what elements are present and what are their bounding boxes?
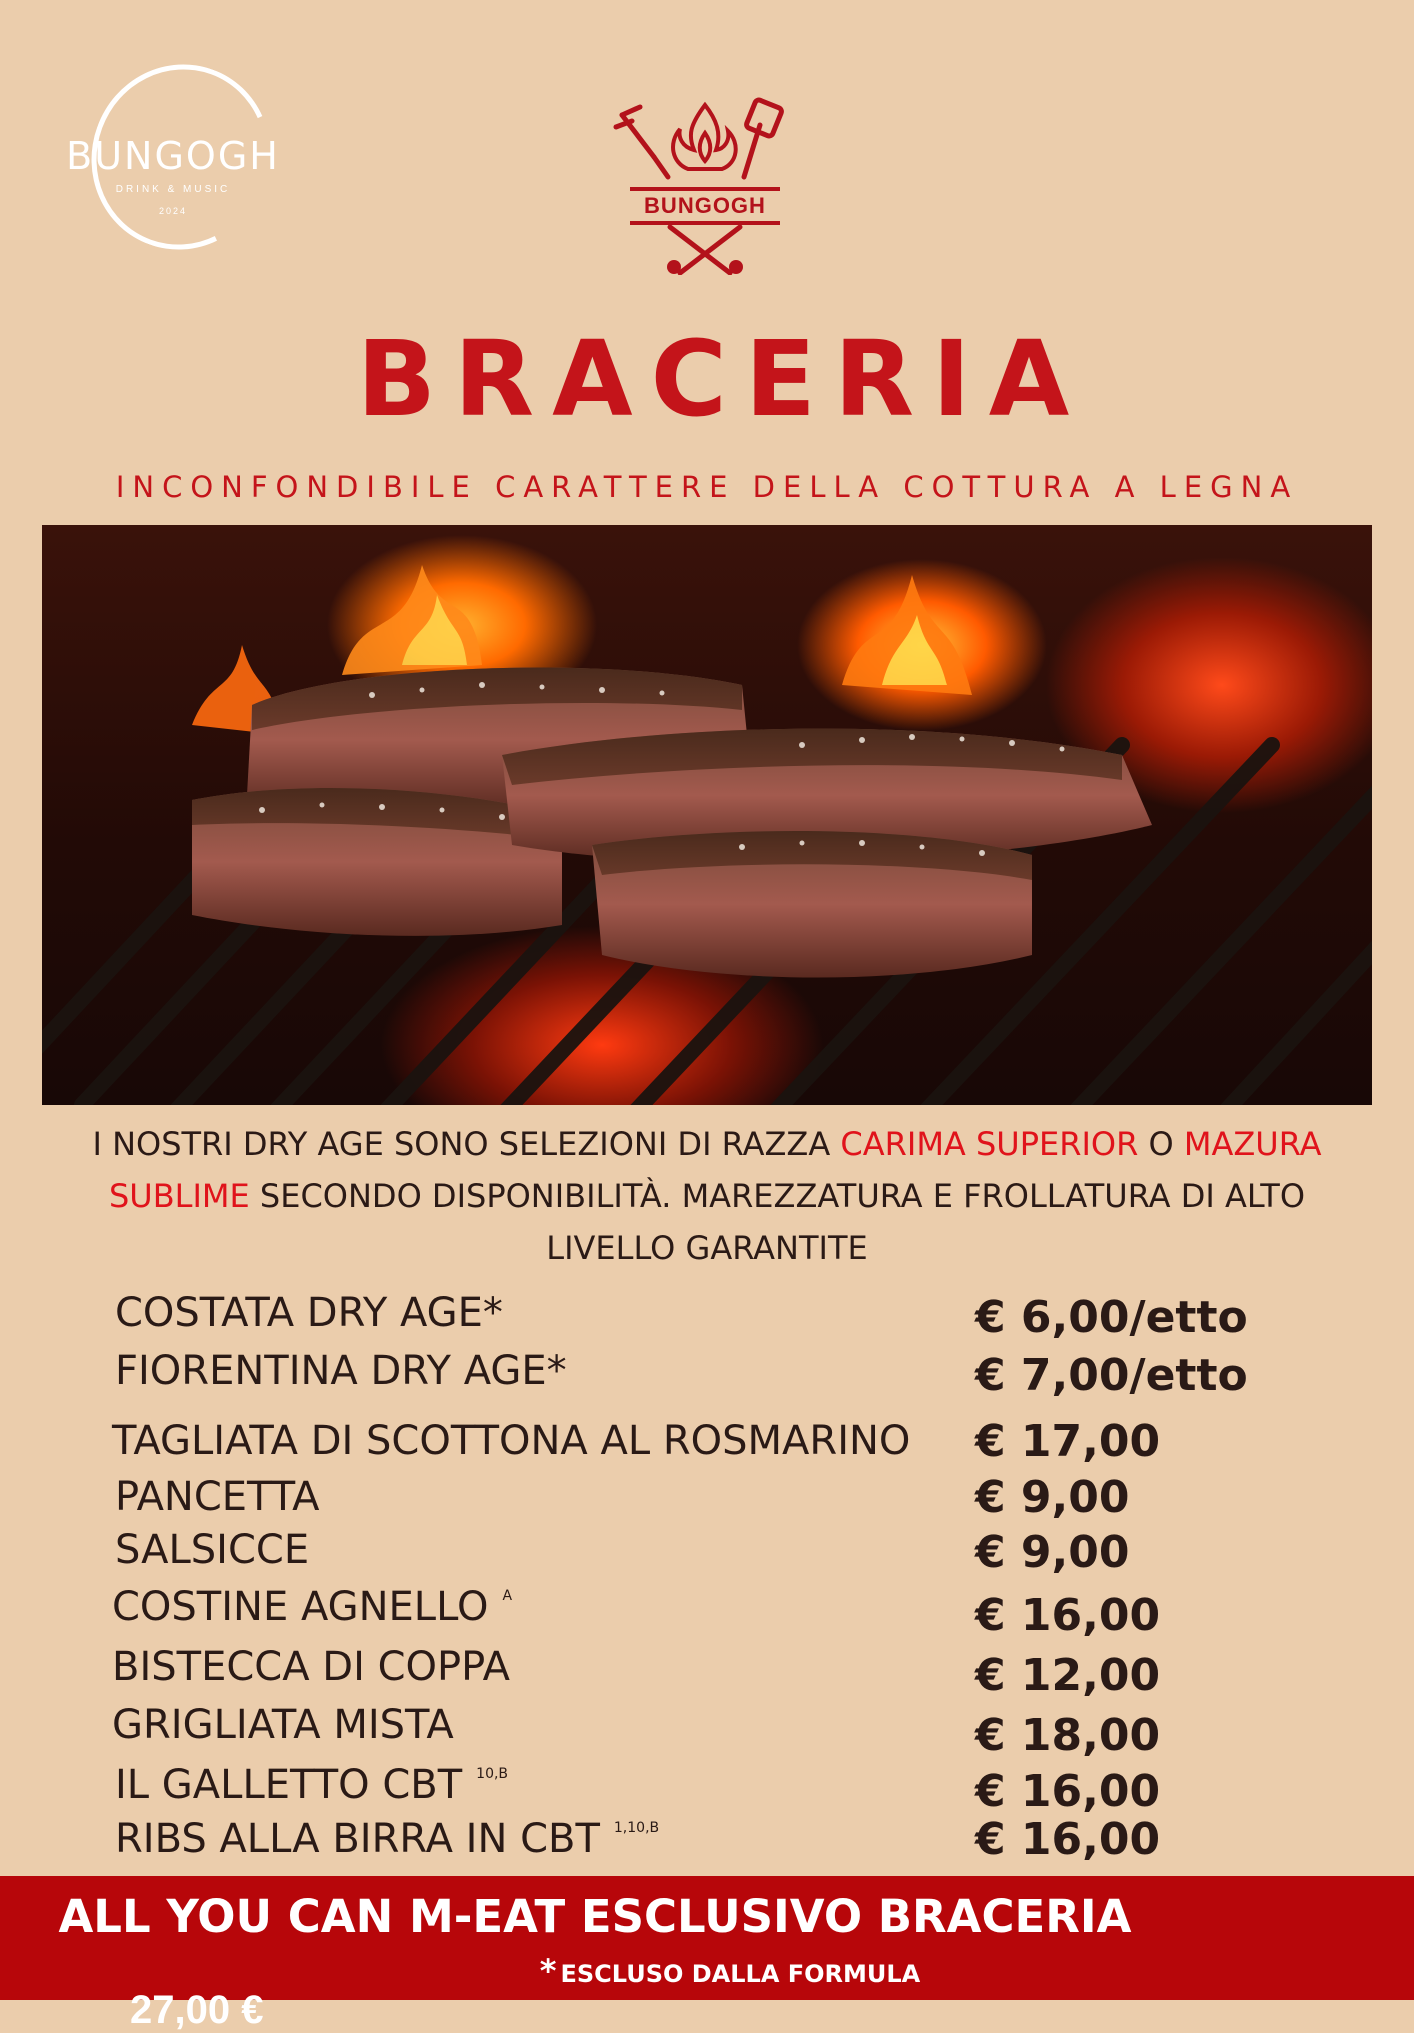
brand-logo-left xyxy=(48,60,298,255)
menu-item-name: TAGLIATA DI SCOTTONA AL ROSMARINO xyxy=(112,1418,911,1464)
menu-item-name: RIBS ALLA BIRRA IN CBT $^{1,10,B}$ xyxy=(115,1816,660,1862)
logo-left-subtitle: DRINK & MUSIC xyxy=(115,184,231,195)
menu-item-name: GRIGLIATA MISTA xyxy=(112,1702,454,1748)
menu-item-name: IL GALLETTO CBT $^{10,B}$ xyxy=(115,1762,509,1808)
allergen-note: 10,B xyxy=(476,1766,509,1782)
description-part-1: I NOSTRI DRY AGE SONO SELEZIONI DI RAZZA xyxy=(92,1125,841,1163)
menu-item-name: PANCETTA xyxy=(115,1474,320,1520)
menu-item-price: € 9,00 xyxy=(975,1527,1130,1578)
banner-note xyxy=(0,1952,1414,1990)
banner-title: ALL YOU CAN M-EAT ESCLUSIVO BRACERIA xyxy=(58,1890,1132,1943)
menu-item-name: SALSICCE xyxy=(115,1527,310,1573)
hero-grill-photo xyxy=(42,525,1372,1105)
menu-item-name: COSTATA DRY AGE* xyxy=(115,1290,503,1336)
menu-item-price: € 16,00 xyxy=(975,1814,1161,1865)
all-you-can-eat-banner xyxy=(0,1876,1414,2032)
menu-item-name: BISTECCA DI COPPA xyxy=(112,1644,511,1690)
description-part-3: SECONDO DISPONIBILITÀ. MAREZZATURA E FROLLATURA DI ALTO LIVELLO GARANTITE xyxy=(249,1177,1306,1267)
allergen-note: A xyxy=(502,1588,513,1604)
page-title: BRACERIA xyxy=(356,318,1088,440)
banner-price: 27,00 € xyxy=(130,1988,264,2032)
allergen-note: 1,10,B xyxy=(613,1820,660,1836)
menu-item-price: € 6,00/etto xyxy=(975,1292,1248,1343)
menu-item-name: FIORENTINA DRY AGE* xyxy=(115,1348,567,1394)
flame-icon xyxy=(673,105,736,169)
grill-steaks-illustration xyxy=(42,525,1372,1105)
menu-item-price: € 18,00 xyxy=(975,1710,1161,1761)
grill-fork-spatula-icon xyxy=(610,95,800,275)
banner-note-star: * xyxy=(539,1952,557,1990)
description-highlight-carima: CARIMA SUPERIOR xyxy=(840,1125,1139,1163)
brand-logo-center xyxy=(610,95,800,275)
logo-left-brand: BUNGOGH xyxy=(66,134,280,178)
description-highlight-mazura: MAZURA SUBLIME xyxy=(108,1125,1322,1215)
menu-item-price: € 17,00 xyxy=(975,1416,1161,1467)
logo-center-brand: BUNGOGH xyxy=(630,187,780,225)
menu-item-price: € 12,00 xyxy=(975,1650,1161,1701)
menu-item-name: COSTINE AGNELLO $^A$ xyxy=(112,1584,513,1630)
menu-item-price: € 16,00 xyxy=(975,1766,1161,1817)
page-subtitle: INCONFONDIBILE CARATTERE DELLA COTTURA A LEGNA xyxy=(115,470,1299,504)
description-part-2: O xyxy=(1138,1125,1184,1163)
logo-left-year: 2024 xyxy=(158,206,188,216)
menu-item-price: € 7,00/etto xyxy=(975,1350,1248,1401)
menu-item-price: € 9,00 xyxy=(975,1472,1130,1523)
menu-item-price: € 16,00 xyxy=(975,1590,1161,1641)
description-text xyxy=(60,1118,1354,1274)
banner-note-text: ESCLUSO DALLA FORMULA xyxy=(560,1960,921,1988)
